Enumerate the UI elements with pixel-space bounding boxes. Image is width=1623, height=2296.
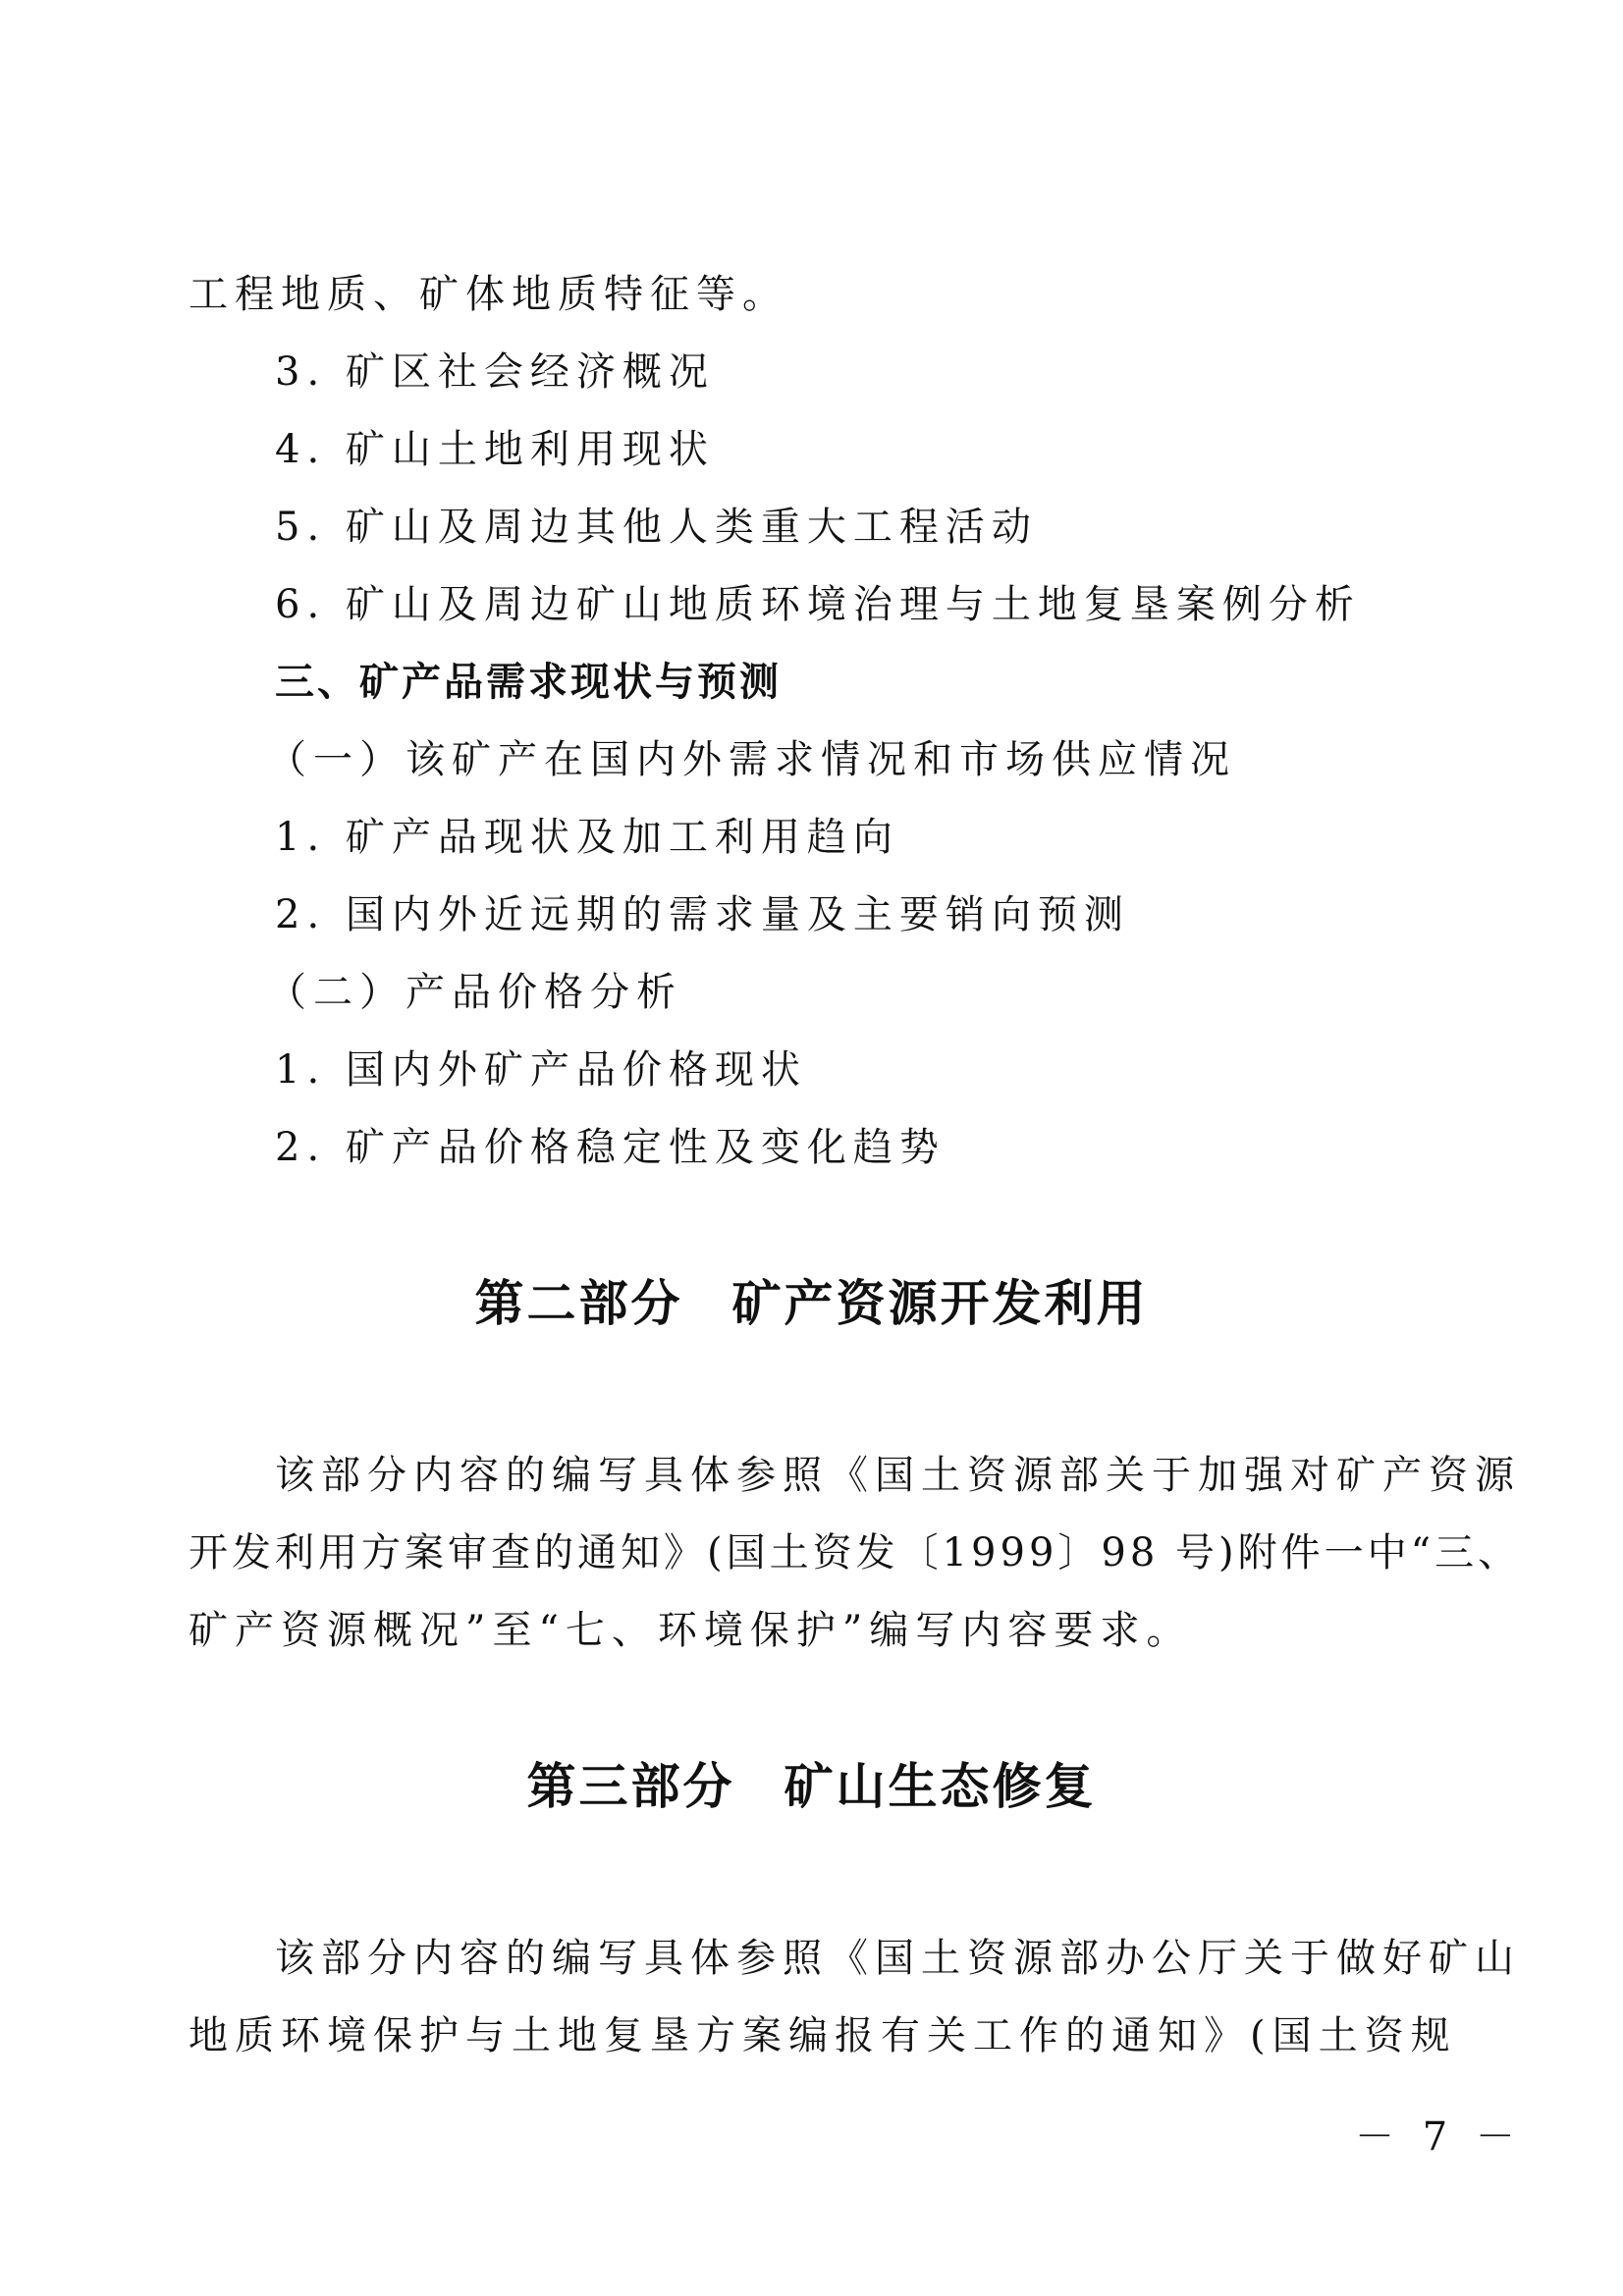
part-2-body-line-3: 矿产资源概况”至“七、环境保护”编写内容要求。	[189, 1608, 1193, 1653]
part-3-title	[0, 1755, 1623, 1818]
subsection-1-item-1: 1. 矿产品现状及加工利用趋向	[275, 815, 899, 860]
page-number: － 7 －	[1355, 2114, 1523, 2160]
part-2-name: 矿产资源开发利用	[731, 1275, 1149, 1332]
section-heading-3: 三、矿产品需求现状与预测	[275, 660, 782, 705]
part-2-title	[0, 1272, 1623, 1335]
part-3-name: 矿山生态修复	[784, 1758, 1097, 1815]
part-2-body-line-1: 该部分内容的编写具体参照《国土资源部关于加强对矿产资源	[275, 1453, 1521, 1498]
subsection-2-item-2: 2. 矿产品价格稳定性及变化趋势	[275, 1125, 946, 1170]
part-3-body-line-2: 地质环境保护与土地复垦方案编报有关工作的通知》(国土资规	[189, 2013, 1457, 2058]
subsection-heading-2: （二）产品价格分析	[267, 970, 682, 1015]
paragraph-continuation: 工程地质、矿体地质特征等。	[189, 272, 788, 317]
list-item-6: 6. 矿山及周边矿山地质环境治理与土地复垦案例分析	[275, 582, 1361, 627]
subsection-1-item-2: 2. 国内外近远期的需求量及主要销向预测	[275, 892, 1130, 937]
subsection-2-item-1: 1. 国内外矿产品价格现状	[275, 1047, 807, 1093]
list-item-5: 5. 矿山及周边其他人类重大工程活动	[275, 505, 1038, 550]
list-item-3: 3. 矿区社会经济概况	[275, 349, 715, 395]
part-3-number: 第三部分	[526, 1758, 735, 1815]
part-2-body-line-2: 开发利用方案审查的通知》(国土资发〔1999〕98 号)附件一中“三、	[189, 1530, 1522, 1575]
part-2-number: 第二部分	[474, 1275, 683, 1332]
list-item-4: 4. 矿山土地利用现状	[275, 427, 715, 472]
subsection-heading-1: （一）该矿产在国内外需求情况和市场供应情况	[267, 737, 1236, 782]
part-3-body-line-1: 该部分内容的编写具体参照《国土资源部办公厅关于做好矿山	[275, 1936, 1521, 1981]
